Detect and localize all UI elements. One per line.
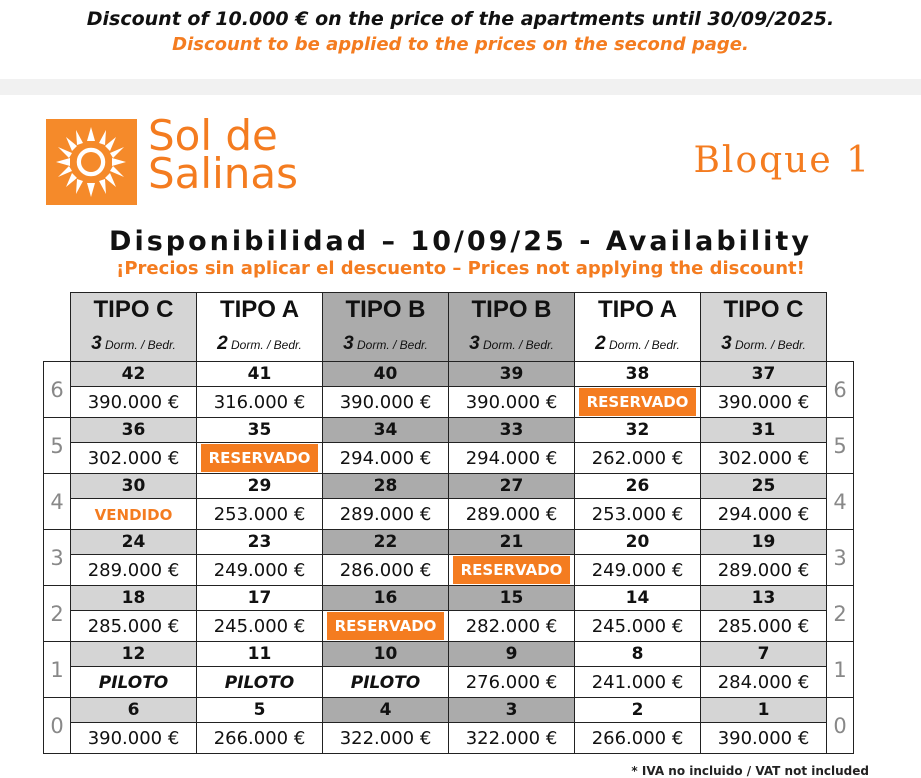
- show-flat-label: PILOTO: [98, 672, 169, 693]
- unit-price-cell: [323, 499, 449, 530]
- reserved-badge: RESERVADO: [579, 388, 697, 416]
- floor-label-left: 5: [44, 418, 71, 474]
- unit-number: 21: [449, 530, 575, 555]
- unit-number: 11: [197, 642, 323, 667]
- floor-price-row: [44, 387, 854, 418]
- unit-number: 34: [323, 418, 449, 443]
- unit-price-cell: [701, 555, 827, 586]
- rooms-header-row: [44, 327, 854, 362]
- unit-price: 390.000 €: [465, 391, 558, 413]
- rooms-count: 3: [721, 333, 732, 354]
- page-title: Disponibilidad – 10/09/25 - Availability: [109, 226, 812, 257]
- unit-price: 262.000 €: [591, 447, 684, 469]
- availability-table: [43, 292, 854, 754]
- unit-price: 276.000 €: [465, 671, 558, 693]
- unit-number: 29: [197, 474, 323, 499]
- corner-cell: [827, 293, 854, 328]
- floor-row: [44, 474, 854, 499]
- unit-price: 390.000 €: [339, 391, 432, 413]
- unit-number: 36: [71, 418, 197, 443]
- unit-price-cell: [449, 611, 575, 642]
- unit-price-cell: [701, 443, 827, 474]
- reserved-badge: RESERVADO: [453, 556, 571, 584]
- unit-price-cell: [449, 723, 575, 754]
- unit-price-cell: [71, 667, 197, 698]
- unit-number: 33: [449, 418, 575, 443]
- unit-price: 390.000 €: [717, 727, 810, 749]
- unit-price-cell: [575, 667, 701, 698]
- column-rooms: [323, 327, 449, 362]
- unit-number: 5: [197, 698, 323, 723]
- unit-number: 20: [575, 530, 701, 555]
- discount-banner: [0, 0, 921, 79]
- logo-line-1: Sol de: [148, 111, 278, 160]
- column-rooms: [701, 327, 827, 362]
- rooms-label: Dorm. / Bedr.: [227, 338, 302, 352]
- unit-number: 4: [323, 698, 449, 723]
- unit-number: 26: [575, 474, 701, 499]
- unit-price: 322.000 €: [339, 727, 432, 749]
- unit-price-cell: [197, 611, 323, 642]
- floor-price-row: [44, 611, 854, 642]
- rooms-count: 3: [469, 333, 480, 354]
- unit-number: 7: [701, 642, 827, 667]
- unit-number: 40: [323, 362, 449, 387]
- unit-price-cell: [323, 443, 449, 474]
- unit-price-cell: [701, 387, 827, 418]
- unit-price: 284.000 €: [717, 671, 810, 693]
- column-type: TIPO A: [575, 293, 701, 328]
- unit-price: 302.000 €: [717, 447, 810, 469]
- logo-wordmark: [148, 111, 298, 198]
- unit-price: 390.000 €: [717, 391, 810, 413]
- column-type: TIPO B: [449, 293, 575, 328]
- unit-number: 32: [575, 418, 701, 443]
- unit-price: 289.000 €: [717, 559, 810, 581]
- unit-number: 15: [449, 586, 575, 611]
- floor-price-row: [44, 667, 854, 698]
- floor-label-right: 0: [827, 698, 854, 754]
- unit-number: 42: [71, 362, 197, 387]
- column-type: TIPO A: [197, 293, 323, 328]
- unit-price: 322.000 €: [465, 727, 558, 749]
- unit-price: 285.000 €: [87, 615, 180, 637]
- unit-price: 253.000 €: [213, 503, 306, 525]
- unit-number: 25: [701, 474, 827, 499]
- floor-label-right: 1: [827, 642, 854, 698]
- column-type: TIPO C: [701, 293, 827, 328]
- unit-number: 35: [197, 418, 323, 443]
- unit-price: 245.000 €: [591, 615, 684, 637]
- unit-number: 14: [575, 586, 701, 611]
- floor-price-row: [44, 723, 854, 754]
- rooms-count: 2: [217, 333, 228, 354]
- unit-number: 8: [575, 642, 701, 667]
- rooms-count: 3: [91, 333, 102, 354]
- unit-price-cell: [197, 387, 323, 418]
- unit-price-cell: [197, 555, 323, 586]
- corner-cell: [44, 327, 71, 362]
- unit-price-cell: [71, 611, 197, 642]
- unit-number: 9: [449, 642, 575, 667]
- show-flat-label: PILOTO: [350, 672, 421, 693]
- floor-label-left: 1: [44, 642, 71, 698]
- floor-label-left: 4: [44, 474, 71, 530]
- floor-row: [44, 362, 854, 387]
- unit-price-cell: [197, 723, 323, 754]
- unit-price: 286.000 €: [339, 559, 432, 581]
- unit-number: 19: [701, 530, 827, 555]
- column-type: TIPO C: [71, 293, 197, 328]
- floor-row: [44, 530, 854, 555]
- unit-price-cell: [323, 387, 449, 418]
- unit-number: 2: [575, 698, 701, 723]
- unit-price-cell: [449, 499, 575, 530]
- discount-line: Discount of 10.000 € on the price of the apartments until 30/09/2025.: [86, 8, 835, 30]
- unit-number: 12: [71, 642, 197, 667]
- floor-row: [44, 586, 854, 611]
- floor-label-right: 6: [827, 362, 854, 418]
- unit-price-cell: [323, 723, 449, 754]
- rooms-label: Dorm. / Bedr.: [101, 338, 176, 352]
- floor-label-left: 0: [44, 698, 71, 754]
- unit-price: 253.000 €: [591, 503, 684, 525]
- unit-number: 23: [197, 530, 323, 555]
- unit-price-cell: [197, 443, 323, 474]
- unit-price-cell: [575, 387, 701, 418]
- column-rooms: [197, 327, 323, 362]
- unit-price: 316.000 €: [213, 391, 306, 413]
- show-flat-label: PILOTO: [224, 672, 295, 693]
- price-disclaimer: ¡Precios sin aplicar el descuento – Prices not applying the discount!: [116, 258, 805, 279]
- unit-price: 289.000 €: [87, 559, 180, 581]
- unit-price-cell: [701, 611, 827, 642]
- rooms-count: 2: [595, 333, 606, 354]
- rooms-label: Dorm. / Bedr.: [353, 338, 428, 352]
- unit-price-cell: [449, 443, 575, 474]
- floor-label-left: 6: [44, 362, 71, 418]
- sold-label: VENDIDO: [94, 505, 173, 524]
- unit-price: 249.000 €: [213, 559, 306, 581]
- unit-price-cell: [323, 611, 449, 642]
- unit-price: 294.000 €: [465, 447, 558, 469]
- floor-label-right: 4: [827, 474, 854, 530]
- type-header-row: [44, 293, 854, 328]
- unit-price-cell: [575, 611, 701, 642]
- unit-price-cell: [701, 723, 827, 754]
- reserved-badge: RESERVADO: [201, 444, 319, 472]
- unit-price: 289.000 €: [339, 503, 432, 525]
- floor-label-right: 5: [827, 418, 854, 474]
- unit-number: 31: [701, 418, 827, 443]
- unit-price-cell: [197, 667, 323, 698]
- unit-price-cell: [197, 499, 323, 530]
- unit-price: 266.000 €: [591, 727, 684, 749]
- block-label: Bloque 1: [693, 140, 871, 181]
- unit-price: 285.000 €: [717, 615, 810, 637]
- unit-number: 28: [323, 474, 449, 499]
- unit-number: 1: [701, 698, 827, 723]
- unit-price: 241.000 €: [591, 671, 684, 693]
- unit-number: 3: [449, 698, 575, 723]
- unit-price-cell: [71, 387, 197, 418]
- unit-number: 38: [575, 362, 701, 387]
- unit-number: 17: [197, 586, 323, 611]
- unit-number: 37: [701, 362, 827, 387]
- unit-number: 27: [449, 474, 575, 499]
- unit-price: 282.000 €: [465, 615, 558, 637]
- floor-row: [44, 642, 854, 667]
- rooms-count: 3: [343, 333, 354, 354]
- unit-price-cell: [701, 499, 827, 530]
- unit-price-cell: [71, 555, 197, 586]
- corner-cell: [827, 327, 854, 362]
- unit-number: 6: [71, 698, 197, 723]
- unit-number: 22: [323, 530, 449, 555]
- floor-row: [44, 418, 854, 443]
- unit-price-cell: [575, 555, 701, 586]
- rooms-label: Dorm. / Bedr.: [605, 338, 680, 352]
- reserved-badge: RESERVADO: [327, 612, 445, 640]
- discount-note: Discount to be applied to the prices on the second page.: [172, 34, 749, 55]
- floor-price-row: [44, 555, 854, 586]
- unit-price-cell: [71, 499, 197, 530]
- column-rooms: [71, 327, 197, 362]
- unit-price-cell: [71, 723, 197, 754]
- unit-price-cell: [701, 667, 827, 698]
- unit-price: 294.000 €: [339, 447, 432, 469]
- unit-price-cell: [575, 499, 701, 530]
- separator: [0, 79, 921, 95]
- floor-label-left: 3: [44, 530, 71, 586]
- column-rooms: [575, 327, 701, 362]
- corner-cell: [44, 293, 71, 328]
- floor-label-right: 3: [827, 530, 854, 586]
- unit-price-cell: [323, 555, 449, 586]
- unit-price: 245.000 €: [213, 615, 306, 637]
- unit-price-cell: [449, 667, 575, 698]
- sun-icon: [46, 119, 137, 205]
- rooms-label: Dorm. / Bedr.: [731, 338, 806, 352]
- unit-price-cell: [71, 443, 197, 474]
- logo-line-2: Salinas: [148, 149, 298, 198]
- unit-number: 41: [197, 362, 323, 387]
- unit-price-cell: [323, 667, 449, 698]
- rooms-label: Dorm. / Bedr.: [479, 338, 554, 352]
- unit-price: 390.000 €: [87, 391, 180, 413]
- column-rooms: [449, 327, 575, 362]
- unit-price-cell: [449, 387, 575, 418]
- unit-number: 18: [71, 586, 197, 611]
- unit-number: 24: [71, 530, 197, 555]
- column-type: TIPO B: [323, 293, 449, 328]
- unit-price: 266.000 €: [213, 727, 306, 749]
- floor-label-left: 2: [44, 586, 71, 642]
- unit-price: 390.000 €: [87, 727, 180, 749]
- unit-number: 10: [323, 642, 449, 667]
- unit-price-cell: [575, 723, 701, 754]
- unit-price: 302.000 €: [87, 447, 180, 469]
- unit-price: 289.000 €: [465, 503, 558, 525]
- unit-number: 13: [701, 586, 827, 611]
- unit-number: 39: [449, 362, 575, 387]
- unit-number: 30: [71, 474, 197, 499]
- unit-price: 249.000 €: [591, 559, 684, 581]
- floor-row: [44, 698, 854, 723]
- floor-price-row: [44, 499, 854, 530]
- vat-footnote: * IVA no incluido / VAT not included: [631, 764, 869, 778]
- floor-price-row: [44, 443, 854, 474]
- unit-price: 294.000 €: [717, 503, 810, 525]
- unit-price-cell: [575, 443, 701, 474]
- floor-label-right: 2: [827, 586, 854, 642]
- unit-number: 16: [323, 586, 449, 611]
- unit-price-cell: [449, 555, 575, 586]
